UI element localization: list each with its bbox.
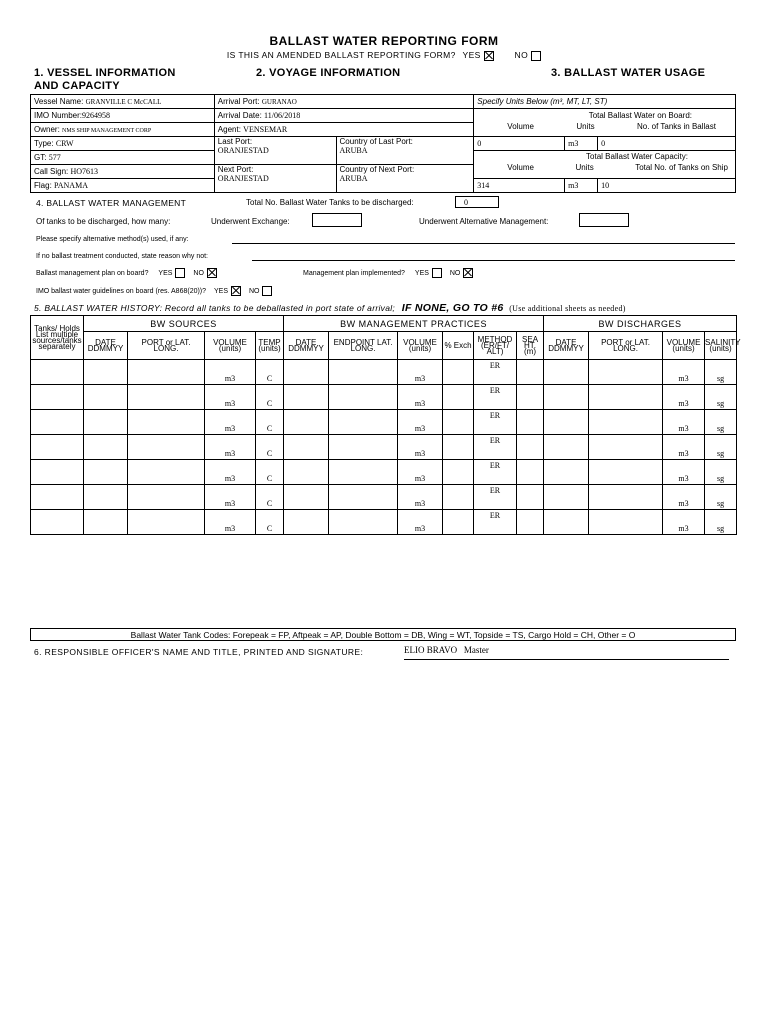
history-cell[interactable] xyxy=(256,360,284,385)
history-cell[interactable] xyxy=(705,360,737,385)
if-none-note: IF NONE, GO TO #6 xyxy=(401,302,504,314)
flag-cell[interactable]: Flag: PANAMA xyxy=(31,179,215,193)
capacity-volume[interactable]: 314 xyxy=(474,179,565,193)
history-cell[interactable] xyxy=(398,485,443,510)
history-cell[interactable] xyxy=(544,435,589,460)
col-practice-endpoint: ENDPOINT LAT. LONG. xyxy=(329,332,398,360)
imo-guidelines-row: IMO ballast water guidelines on board (res. A868(20))? YES NO xyxy=(36,286,272,296)
history-cell[interactable] xyxy=(398,510,443,535)
history-unit-er: ER xyxy=(489,361,501,370)
history-cell[interactable] xyxy=(84,485,128,510)
history-unit-c: C xyxy=(266,474,273,483)
history-unit-m3: m3 xyxy=(414,499,426,508)
section-3-heading: 3. BALLAST WATER USAGE xyxy=(551,67,706,79)
history-table xyxy=(30,315,741,535)
history-unit-sg: sg xyxy=(716,474,725,483)
country-next-value: ARUBA xyxy=(339,174,368,183)
history-unit-c: C xyxy=(266,424,273,433)
history-cell[interactable] xyxy=(31,510,84,535)
history-cell[interactable] xyxy=(256,385,284,410)
imo-number-cell[interactable]: IMO Number:9264958 xyxy=(31,109,215,123)
history-cell[interactable] xyxy=(84,435,128,460)
history-unit-m3: m3 xyxy=(414,399,426,408)
history-row xyxy=(31,360,737,385)
history-unit-m3: m3 xyxy=(224,374,236,383)
history-unit-c: C xyxy=(266,399,273,408)
col-practice-method: METHOD (ER/FT/ ALT) xyxy=(474,332,517,360)
history-cell[interactable] xyxy=(663,510,705,535)
history-cell[interactable] xyxy=(284,510,329,535)
amended-yes-label: YES xyxy=(462,50,481,60)
history-cell[interactable] xyxy=(663,410,705,435)
history-unit-er: ER xyxy=(489,386,501,395)
history-cell[interactable] xyxy=(329,485,398,510)
history-cell[interactable] xyxy=(84,460,128,485)
plan-on-board-yes-checkbox[interactable] xyxy=(175,268,185,278)
capacity-units[interactable]: m3 xyxy=(565,179,598,193)
history-cell[interactable] xyxy=(589,460,663,485)
agent-cell[interactable]: Agent: VENSEMAR xyxy=(214,123,474,137)
history-cell[interactable] xyxy=(256,485,284,510)
no-treatment-line[interactable] xyxy=(252,260,735,261)
history-cell[interactable] xyxy=(31,485,84,510)
type-cell[interactable]: Type: CRW xyxy=(31,137,215,151)
total-discharge-label: Total No. Ballast Water Tanks to be discharged: xyxy=(246,198,414,207)
history-unit-c: C xyxy=(266,374,273,383)
history-unit-m3: m3 xyxy=(414,424,426,433)
callsign-cell[interactable]: Call Sign: HO7613 xyxy=(31,165,215,179)
history-cell[interactable] xyxy=(31,360,84,385)
history-cell[interactable] xyxy=(544,410,589,435)
history-cell[interactable] xyxy=(256,460,284,485)
history-cell[interactable] xyxy=(474,435,517,460)
history-unit-sg: sg xyxy=(716,399,725,408)
history-heading: 5. BALLAST WATER HISTORY: Record all tanks to be deballasted in port state of arrival; xyxy=(34,303,396,313)
history-cell[interactable] xyxy=(517,385,544,410)
history-cell[interactable] xyxy=(398,435,443,460)
history-cell[interactable] xyxy=(256,435,284,460)
col-source-volume: VOLUME (units) xyxy=(205,332,256,360)
form-title: BALLAST WATER REPORTING FORM xyxy=(269,34,499,48)
history-cell[interactable] xyxy=(589,410,663,435)
history-unit-er: ER xyxy=(489,411,501,420)
of-tanks-label: Of tanks to be discharged, how many: xyxy=(36,217,171,226)
history-cell[interactable] xyxy=(544,460,589,485)
history-unit-m3: m3 xyxy=(678,449,689,458)
history-unit-sg: sg xyxy=(716,524,725,533)
history-cell[interactable] xyxy=(284,385,329,410)
col-practice-sea-ht: SEA HT. (m) xyxy=(517,332,544,360)
history-cell[interactable] xyxy=(443,510,474,535)
vessel-voyage-table xyxy=(30,94,736,193)
history-row xyxy=(31,510,737,535)
underwent-alt-field[interactable] xyxy=(579,213,629,227)
on-board-tanks[interactable]: 0 xyxy=(598,137,736,151)
last-port-cell[interactable]: Last Port: ORANJESTAD xyxy=(214,137,336,165)
history-cell[interactable] xyxy=(329,385,398,410)
country-last-cell[interactable]: Country of Last Port: ARUBA xyxy=(336,137,474,165)
amended-yes-checkbox[interactable] xyxy=(484,51,494,61)
col-practice-volume: VOLUME (units) xyxy=(398,332,443,360)
col-source-temp: TEMP (units) xyxy=(256,332,284,360)
history-cell[interactable] xyxy=(205,460,256,485)
vessel-name-value: GRANVILLE C McCALL xyxy=(85,98,162,106)
history-unit-m3: m3 xyxy=(678,499,689,508)
history-cell[interactable] xyxy=(663,460,705,485)
history-cell[interactable] xyxy=(517,485,544,510)
history-unit-er: ER xyxy=(489,461,501,470)
amended-question-row xyxy=(0,50,768,61)
history-cell[interactable] xyxy=(128,510,205,535)
history-cell[interactable] xyxy=(84,510,128,535)
units-note: Specify Units Below (m³, MT, LT, ST) xyxy=(474,95,736,109)
history-cell[interactable] xyxy=(84,385,128,410)
arrival-port-value: GURANAO xyxy=(261,98,297,106)
history-cell[interactable] xyxy=(329,510,398,535)
total-discharge-field[interactable]: 0 xyxy=(455,196,499,208)
history-unit-er: ER xyxy=(489,511,501,520)
callsign-value: HO7613 xyxy=(70,167,99,176)
history-cell[interactable] xyxy=(705,410,737,435)
officer-label: 6. RESPONSIBLE OFFICER'S NAME AND TITLE, PRINTED AND SIGNATURE: xyxy=(34,647,364,657)
imo-number-value: 9264958 xyxy=(82,111,111,120)
history-cell[interactable] xyxy=(663,385,705,410)
col-practice-exch: % Exch xyxy=(443,332,474,360)
alt-method-label: Please specify alternative method(s) used, if any: xyxy=(36,236,189,243)
history-cell[interactable] xyxy=(705,510,737,535)
history-unit-m3: m3 xyxy=(678,424,689,433)
history-cell[interactable] xyxy=(589,510,663,535)
history-row xyxy=(31,460,737,485)
history-unit-m3: m3 xyxy=(678,524,689,533)
gt-value: 577 xyxy=(48,153,61,162)
country-last-value: ARUBA xyxy=(339,146,368,155)
section-1-heading-cont: AND CAPACITY xyxy=(34,80,120,92)
history-unit-m3: m3 xyxy=(414,524,426,533)
plan-implemented-no-checkbox[interactable] xyxy=(463,268,473,278)
history-cell[interactable] xyxy=(443,385,474,410)
history-cell[interactable] xyxy=(443,435,474,460)
history-row xyxy=(31,435,737,460)
plan-implemented-yes-checkbox[interactable] xyxy=(432,268,442,278)
officer-signature-field[interactable]: ELIO BRAVO Master xyxy=(404,645,729,660)
next-port-cell[interactable]: Next Port: ORANJESTAD xyxy=(214,165,336,193)
history-cell[interactable] xyxy=(128,485,205,510)
underwent-exchange-field[interactable] xyxy=(312,213,362,227)
history-cell[interactable] xyxy=(128,460,205,485)
amended-no-checkbox[interactable] xyxy=(531,51,541,61)
history-unit-m3: m3 xyxy=(678,474,689,483)
history-unit-m3: m3 xyxy=(414,449,426,458)
history-cell[interactable] xyxy=(663,485,705,510)
history-unit-sg: sg xyxy=(716,374,725,383)
underwent-exchange-label: Underwent Exchange: xyxy=(211,217,290,226)
history-cell[interactable] xyxy=(284,410,329,435)
vessel-name-cell[interactable]: Vessel Name: GRANVILLE C McCALL xyxy=(31,95,215,109)
imo-guidelines-no-checkbox[interactable] xyxy=(262,286,272,296)
section-2-heading: 2. VOYAGE INFORMATION xyxy=(256,67,401,79)
history-cell[interactable] xyxy=(544,485,589,510)
history-cell[interactable] xyxy=(589,435,663,460)
arrival-date-value: 11/06/2018 xyxy=(264,111,301,120)
history-cell[interactable] xyxy=(205,510,256,535)
history-cell[interactable] xyxy=(443,360,474,385)
extra-sheets-note: (Use additional sheets as needed) xyxy=(509,304,626,313)
col-source-port: PORT or LAT. LONG. xyxy=(128,332,205,360)
history-cell[interactable] xyxy=(398,385,443,410)
tanks-header: Tanks/ Holds List multiple sources/tanks separately xyxy=(31,316,84,360)
history-cell[interactable] xyxy=(128,360,205,385)
history-cell[interactable] xyxy=(256,510,284,535)
history-cell[interactable] xyxy=(398,360,443,385)
col-discharge-volume: VOLUME (units) xyxy=(663,332,705,360)
no-treatment-label: If no ballast treatment conducted, state reason why not: xyxy=(36,253,208,260)
history-cell[interactable] xyxy=(329,435,398,460)
col-discharge-port: PORT or LAT. LONG. xyxy=(589,332,663,360)
arrival-date-cell[interactable]: Arrival Date: 11/06/2018 xyxy=(214,109,474,123)
on-board-volume[interactable]: 0 xyxy=(474,137,565,151)
gt-cell[interactable]: GT: 577 xyxy=(31,151,215,165)
country-next-cell[interactable]: Country of Next Port: ARUBA xyxy=(336,165,474,193)
history-cell[interactable] xyxy=(205,485,256,510)
history-unit-c: C xyxy=(266,449,273,458)
type-value: CRW xyxy=(55,139,74,148)
history-cell[interactable] xyxy=(205,385,256,410)
history-cell[interactable] xyxy=(205,360,256,385)
history-cell[interactable] xyxy=(84,360,128,385)
col-practice-date: DATE DDMMYY xyxy=(284,332,329,360)
history-unit-m3: m3 xyxy=(414,374,426,383)
plan-on-board-no-checkbox[interactable] xyxy=(207,268,217,278)
history-cell[interactable] xyxy=(517,435,544,460)
history-cell[interactable] xyxy=(705,435,737,460)
agent-value: VENSEMAR xyxy=(243,125,288,134)
history-cell[interactable] xyxy=(329,360,398,385)
history-cell[interactable] xyxy=(474,510,517,535)
capacity-tanks[interactable]: 10 xyxy=(598,179,736,193)
col-discharge-salinity: SALINITY (units) xyxy=(705,332,737,360)
history-cell[interactable] xyxy=(128,435,205,460)
history-cell[interactable] xyxy=(589,485,663,510)
history-cell[interactable] xyxy=(517,360,544,385)
plan-implemented-label: Management plan implemented? xyxy=(303,269,405,277)
history-unit-c: C xyxy=(266,499,273,508)
history-cell[interactable] xyxy=(544,360,589,385)
history-cell[interactable] xyxy=(544,510,589,535)
history-cell[interactable] xyxy=(474,360,517,385)
history-unit-sg: sg xyxy=(716,499,725,508)
history-cell[interactable] xyxy=(474,485,517,510)
owner-value: NMS SHIP MANAGEMENT CORP xyxy=(62,128,152,134)
history-unit-m3: m3 xyxy=(224,499,236,508)
history-row xyxy=(31,410,737,435)
tank-codes: Ballast Water Tank Codes: Forepeak = FP, Aftpeak = AP, Double Bottom = DB, Wing = WT, Topside = TS, Cargo Hold = CH, Other = O xyxy=(30,628,736,641)
history-cell[interactable] xyxy=(663,360,705,385)
last-port-value: ORANJESTAD xyxy=(217,146,269,155)
imo-guidelines-label: IMO ballast water guidelines on board (res. A868(20))? xyxy=(36,287,207,295)
owner-cell[interactable]: Owner: NMS SHIP MANAGEMENT CORP xyxy=(31,123,215,137)
plan-on-board-row: Ballast management plan on board? YES NO xyxy=(36,268,217,278)
history-heading-row xyxy=(34,302,626,314)
history-unit-m3: m3 xyxy=(224,524,236,533)
history-cell[interactable] xyxy=(31,410,84,435)
history-unit-m3: m3 xyxy=(224,474,236,483)
alt-method-line[interactable] xyxy=(232,243,735,244)
history-cell[interactable] xyxy=(31,385,84,410)
amended-question: IS THIS AN AMENDED BALLAST REPORTING FORM? xyxy=(226,50,456,60)
history-cell[interactable] xyxy=(284,360,329,385)
history-cell[interactable] xyxy=(443,460,474,485)
history-cell[interactable] xyxy=(589,385,663,410)
history-cell[interactable] xyxy=(663,435,705,460)
history-cell[interactable] xyxy=(398,410,443,435)
on-board-header: Total Ballast Water on Board: Volume Units No. of Tanks in Ballast xyxy=(474,109,736,137)
history-row xyxy=(31,485,737,510)
history-cell[interactable] xyxy=(474,410,517,435)
history-cell[interactable] xyxy=(474,385,517,410)
bw-sources-header: BW SOURCES xyxy=(84,316,284,332)
history-cell[interactable] xyxy=(705,460,737,485)
bw-practices-header: BW MANAGEMENT PRACTICES xyxy=(284,316,544,332)
history-cell[interactable] xyxy=(517,510,544,535)
bw-discharges-header: BW DISCHARGES xyxy=(544,316,737,332)
underwent-alt-label: Underwent Alternative Management: xyxy=(419,217,549,226)
history-cell[interactable] xyxy=(589,360,663,385)
history-cell[interactable] xyxy=(284,460,329,485)
col-source-date: DATE DDMMYY xyxy=(84,332,128,360)
history-unit-er: ER xyxy=(489,436,501,445)
history-unit-m3: m3 xyxy=(224,424,236,433)
history-cell[interactable] xyxy=(517,410,544,435)
history-unit-m3: m3 xyxy=(224,449,236,458)
history-cell[interactable] xyxy=(256,410,284,435)
history-unit-m3: m3 xyxy=(224,399,236,408)
flag-value: PANAMA xyxy=(54,181,88,190)
history-cell[interactable] xyxy=(329,460,398,485)
col-discharge-date: DATE DDMMYY xyxy=(544,332,589,360)
history-cell[interactable] xyxy=(31,460,84,485)
history-unit-c: C xyxy=(266,524,273,533)
history-cell[interactable] xyxy=(517,460,544,485)
history-cell[interactable] xyxy=(398,460,443,485)
history-cell[interactable] xyxy=(544,385,589,410)
history-row xyxy=(31,385,737,410)
history-cell[interactable] xyxy=(284,485,329,510)
on-board-units[interactable]: m3 xyxy=(565,137,598,151)
amended-no-label: NO xyxy=(514,50,529,60)
history-cell[interactable] xyxy=(443,410,474,435)
arrival-port-cell[interactable]: Arrival Port: GURANAO xyxy=(214,95,474,109)
history-cell[interactable] xyxy=(128,410,205,435)
history-cell[interactable] xyxy=(474,460,517,485)
history-cell[interactable] xyxy=(443,485,474,510)
history-cell[interactable] xyxy=(205,410,256,435)
history-cell[interactable] xyxy=(128,385,205,410)
section-1-heading: 1. VESSEL INFORMATION xyxy=(34,67,176,79)
history-unit-m3: m3 xyxy=(414,474,426,483)
history-cell[interactable] xyxy=(705,485,737,510)
next-port-value: ORANJESTAD xyxy=(217,174,269,183)
plan-on-board-label: Ballast management plan on board? xyxy=(36,269,149,277)
history-cell[interactable] xyxy=(705,385,737,410)
history-unit-er: ER xyxy=(489,486,501,495)
history-unit-sg: sg xyxy=(716,424,725,433)
history-cell[interactable] xyxy=(329,410,398,435)
history-cell[interactable] xyxy=(31,435,84,460)
history-cell[interactable] xyxy=(284,435,329,460)
history-unit-m3: m3 xyxy=(678,374,689,383)
imo-guidelines-yes-checkbox[interactable] xyxy=(231,286,241,296)
capacity-header: Total Ballast Water Capacity: Volume Units Total No. of Tanks on Ship xyxy=(474,151,736,179)
management-heading: 4. BALLAST WATER MANAGEMENT xyxy=(36,198,187,208)
history-unit-sg: sg xyxy=(716,449,725,458)
plan-implemented-row: Management plan implemented? YES NO xyxy=(303,268,473,278)
history-unit-m3: m3 xyxy=(678,399,689,408)
history-cell[interactable] xyxy=(205,435,256,460)
history-cell[interactable] xyxy=(84,410,128,435)
